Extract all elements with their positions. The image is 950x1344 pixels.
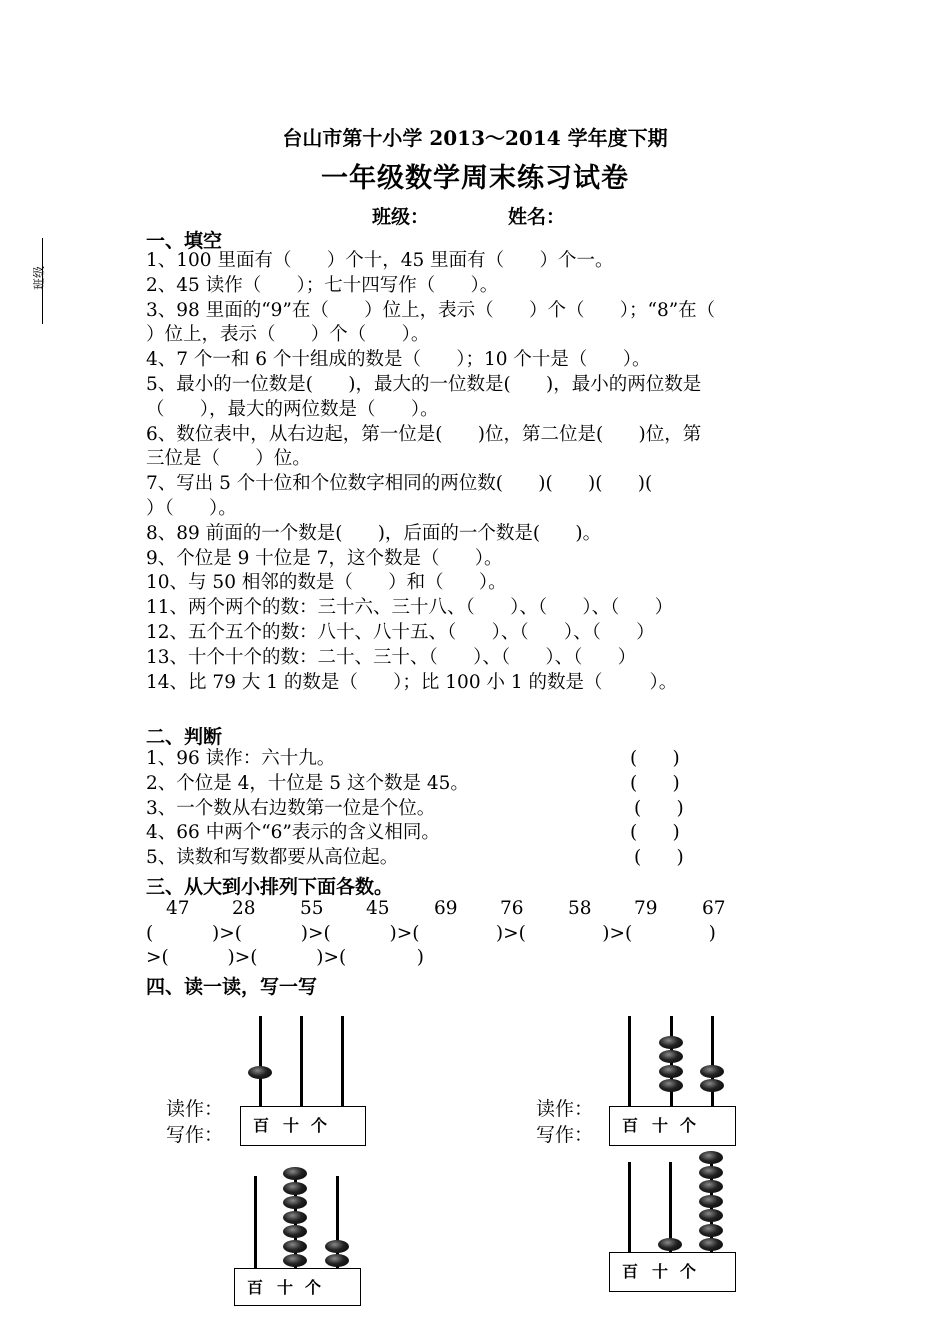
fill-blank-line: ）（ ）。 bbox=[146, 498, 237, 519]
place-hundreds-label: 百 bbox=[247, 1278, 264, 1297]
abacus-rod-ones bbox=[711, 1016, 714, 1106]
place-tens-label: 十 bbox=[277, 1278, 294, 1297]
fill-blank-line: 7、写出 5 个十位和个位数字相同的两位数( )( )( )( bbox=[146, 473, 653, 495]
fill-blank-line: 三位是（ ）位。 bbox=[146, 448, 311, 470]
number-to-order: 28 bbox=[232, 898, 256, 919]
number-to-order: 58 bbox=[568, 898, 592, 919]
fill-blank-line: 13、十个十个的数：二十、三十、（ ）、（ ）、（ ） bbox=[146, 646, 637, 668]
margin-class-label: 班级 bbox=[32, 265, 46, 290]
fill-blank-line: 5、最小的一位数是( )，最大的一位数是( )，最小的两位数是 bbox=[146, 374, 702, 395]
judge-answer-blank[interactable]: ( ) bbox=[630, 748, 680, 769]
abacus-bead bbox=[658, 1238, 682, 1251]
abacus-rod-ones bbox=[341, 1016, 344, 1106]
place-ones-label: 个 bbox=[680, 1116, 697, 1135]
abacus-bead bbox=[699, 1195, 723, 1208]
fill-blank-line: 4、7 个一和 6 个十组成的数是（ ）；10 个十是（ ）。 bbox=[146, 349, 651, 371]
place-ones-label: 个 bbox=[311, 1116, 328, 1135]
abacus-bead bbox=[325, 1254, 349, 1267]
number-to-order: 47 bbox=[166, 898, 190, 919]
place-value-box bbox=[609, 1252, 736, 1292]
place-tens-label: 十 bbox=[652, 1262, 669, 1281]
abacus-bead bbox=[659, 1065, 683, 1078]
fill-blank-line: 10、与 50 相邻的数是（ ）和（ ）。 bbox=[146, 572, 507, 594]
judge-item-text: 1、96 读作：六十九。 bbox=[146, 748, 336, 769]
abacus-bead bbox=[659, 1036, 683, 1049]
judge-answer-blank[interactable]: ( ) bbox=[634, 797, 684, 819]
fill-blank-line: 6、数位表中，从右边起，第一位是( )位，第二位是( )位，第 bbox=[146, 423, 702, 445]
abacus-bead bbox=[283, 1211, 307, 1224]
abacus-bead bbox=[283, 1254, 307, 1267]
abacus-bead bbox=[699, 1238, 723, 1251]
fill-blank-line: 9、个位是 9 十位是 7，这个数是（ ）。 bbox=[146, 547, 503, 569]
abacus-rod-hundreds bbox=[628, 1162, 631, 1252]
section-3-title: 三、从大到小排列下面各数。 bbox=[146, 876, 394, 898]
place-value-box bbox=[234, 1268, 361, 1306]
abacus-bead bbox=[659, 1050, 683, 1063]
order-line-2: >( )>( )>( ) bbox=[146, 947, 424, 968]
fill-blank-line: （ ），最大的两位数是（ ）。 bbox=[146, 398, 439, 420]
section-1-title: 一、填空 bbox=[146, 230, 223, 252]
abacus-bead bbox=[699, 1151, 723, 1164]
abacus-bead bbox=[699, 1209, 723, 1222]
fill-blank-line: 11、两个两个的数：三十六、三十八、（ ）、（ ）、（ ） bbox=[146, 597, 674, 619]
school-name: 台山市第十小学 2013～2014 学年度下期 bbox=[282, 126, 668, 150]
number-to-order: 69 bbox=[434, 898, 458, 919]
judge-answer-blank[interactable]: ( ) bbox=[634, 847, 684, 869]
number-to-order: 76 bbox=[500, 898, 524, 919]
fill-blank-line: ）位上，表示（ ）个（ ）。 bbox=[146, 324, 430, 346]
abacus-bead bbox=[283, 1225, 307, 1238]
place-value-box bbox=[240, 1106, 366, 1146]
judge-item-text: 2、个位是 4，十位是 5 这个数是 45。 bbox=[146, 772, 469, 794]
abacus-bead bbox=[283, 1196, 307, 1209]
place-ones-label: 个 bbox=[305, 1278, 322, 1297]
fill-blank-line: 1、100 里面有（ ）个十，45 里面有（ ）个一。 bbox=[146, 250, 614, 271]
place-value-box bbox=[609, 1106, 736, 1146]
place-tens-label: 十 bbox=[652, 1116, 669, 1135]
place-hundreds-label: 百 bbox=[253, 1116, 270, 1135]
judge-item-text: 5、读数和写数都要从高位起。 bbox=[146, 847, 399, 869]
abacus-bead bbox=[325, 1240, 349, 1253]
section-4-title: 四、读一读，写一写 bbox=[146, 976, 318, 998]
fill-blank-line: 12、五个五个的数：八十、八十五、（ ）、（ ）、（ ） bbox=[146, 622, 655, 643]
read-label-2: 读作： bbox=[536, 1098, 594, 1120]
abacus-bead bbox=[283, 1167, 307, 1180]
judge-answer-blank[interactable]: ( ) bbox=[630, 822, 680, 844]
place-hundreds-label: 百 bbox=[622, 1116, 639, 1135]
judge-answer-blank[interactable]: ( ) bbox=[630, 772, 680, 794]
abacus-bead bbox=[699, 1224, 723, 1237]
write-label-1: 写作： bbox=[166, 1124, 224, 1146]
abacus-bead bbox=[700, 1065, 724, 1078]
fill-blank-line: 14、比 79 大 1 的数是（ ）；比 100 小 1 的数是（ ）。 bbox=[146, 671, 678, 693]
number-to-order: 55 bbox=[300, 898, 324, 919]
place-hundreds-label: 百 bbox=[622, 1262, 639, 1281]
write-label-2: 写作： bbox=[536, 1124, 594, 1146]
abacus-bead bbox=[700, 1079, 724, 1092]
fill-blank-line: 3、98 里面的“9”在（ ）位上，表示（ ）个（ ）；“8”在（ bbox=[146, 299, 716, 321]
section-2-title: 二、判断 bbox=[146, 726, 223, 748]
number-to-order: 67 bbox=[702, 898, 726, 919]
abacus-bead bbox=[699, 1166, 723, 1179]
abacus-rod-hundreds bbox=[254, 1176, 257, 1268]
abacus-rod-hundreds bbox=[259, 1016, 262, 1106]
number-to-order: 45 bbox=[366, 898, 390, 919]
abacus-rod-hundreds bbox=[628, 1016, 631, 1106]
place-ones-label: 个 bbox=[680, 1262, 697, 1281]
judge-item-text: 4、66 中两个“6”表示的含义相同。 bbox=[146, 822, 440, 844]
place-tens-label: 十 bbox=[283, 1116, 300, 1135]
number-to-order: 79 bbox=[634, 898, 658, 919]
name-label: 姓名： bbox=[508, 206, 566, 228]
fill-blank-line: 8、89 前面的一个数是( )，后面的一个数是( )。 bbox=[146, 522, 602, 544]
abacus-bead bbox=[283, 1240, 307, 1253]
abacus-bead bbox=[659, 1079, 683, 1092]
abacus-bead bbox=[248, 1066, 272, 1079]
read-label-1: 读作： bbox=[166, 1098, 224, 1120]
fill-blank-line: 2、45 读作（ ）；七十四写作（ ）。 bbox=[146, 274, 499, 296]
abacus-bead bbox=[283, 1182, 307, 1195]
class-label: 班级： bbox=[372, 206, 430, 228]
abacus-bead bbox=[699, 1180, 723, 1193]
abacus-rod-tens bbox=[300, 1016, 303, 1106]
order-line-1: ( )>( )>( )>( )>( )>( ) bbox=[146, 923, 716, 944]
page-title: 一年级数学周末练习试卷 bbox=[321, 163, 629, 194]
judge-item-text: 3、一个数从右边数第一位是个位。 bbox=[146, 797, 436, 819]
